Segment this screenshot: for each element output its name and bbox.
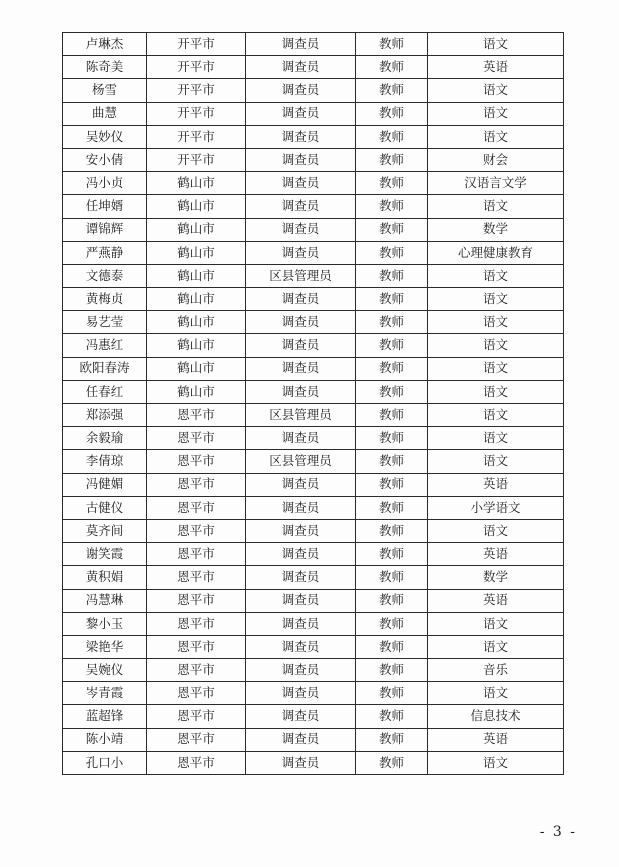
subject-cell: 财会 xyxy=(428,148,564,171)
subject-cell: 心理健康教育 xyxy=(428,241,564,264)
table-row xyxy=(63,264,564,287)
subject-cell: 语文 xyxy=(428,334,564,357)
name-cell: 任春红 xyxy=(63,380,147,403)
table-row xyxy=(63,241,564,264)
city-cell: 恩平市 xyxy=(147,682,246,705)
table-row xyxy=(63,311,564,334)
subject-cell: 语文 xyxy=(428,612,564,635)
role-cell: 调查员 xyxy=(246,473,356,496)
city-cell: 开平市 xyxy=(147,102,246,125)
position-cell: 教师 xyxy=(356,751,428,774)
subject-cell: 语文 xyxy=(428,404,564,427)
role-cell: 调查员 xyxy=(246,102,356,125)
position-cell: 教师 xyxy=(356,450,428,473)
personnel-table-body xyxy=(63,33,564,775)
role-cell: 调查员 xyxy=(246,659,356,682)
role-cell: 区县管理员 xyxy=(246,450,356,473)
position-cell: 教师 xyxy=(356,148,428,171)
position-cell: 教师 xyxy=(356,102,428,125)
role-cell: 调查员 xyxy=(246,380,356,403)
position-cell: 教师 xyxy=(356,56,428,79)
position-cell: 教师 xyxy=(356,311,428,334)
position-cell: 教师 xyxy=(356,79,428,102)
table-row xyxy=(63,705,564,728)
role-cell: 调查员 xyxy=(246,79,356,102)
name-cell: 冯惠红 xyxy=(63,334,147,357)
name-cell: 陈小靖 xyxy=(63,728,147,751)
position-cell: 教师 xyxy=(356,566,428,589)
name-cell: 岑青霞 xyxy=(63,682,147,705)
name-cell: 安小倩 xyxy=(63,148,147,171)
city-cell: 恩平市 xyxy=(147,404,246,427)
table-row xyxy=(63,380,564,403)
city-cell: 恩平市 xyxy=(147,427,246,450)
subject-cell: 语文 xyxy=(428,635,564,658)
role-cell: 区县管理员 xyxy=(246,264,356,287)
table-row xyxy=(63,566,564,589)
name-cell: 黄积娟 xyxy=(63,566,147,589)
table-row xyxy=(63,79,564,102)
role-cell: 调查员 xyxy=(246,33,356,56)
position-cell: 教师 xyxy=(356,218,428,241)
subject-cell: 英语 xyxy=(428,728,564,751)
position-cell: 教师 xyxy=(356,635,428,658)
city-cell: 恩平市 xyxy=(147,566,246,589)
subject-cell: 数学 xyxy=(428,566,564,589)
role-cell: 调查员 xyxy=(246,543,356,566)
table-row xyxy=(63,473,564,496)
subject-cell: 语文 xyxy=(428,102,564,125)
table-row xyxy=(63,682,564,705)
table-row xyxy=(63,357,564,380)
name-cell: 谢笑霞 xyxy=(63,543,147,566)
city-cell: 恩平市 xyxy=(147,496,246,519)
role-cell: 调查员 xyxy=(246,751,356,774)
name-cell: 李倩琼 xyxy=(63,450,147,473)
position-cell: 教师 xyxy=(356,519,428,542)
position-cell: 教师 xyxy=(356,125,428,148)
name-cell: 冯慧琳 xyxy=(63,589,147,612)
subject-cell: 语文 xyxy=(428,195,564,218)
city-cell: 恩平市 xyxy=(147,589,246,612)
subject-cell: 语文 xyxy=(428,311,564,334)
subject-cell: 语文 xyxy=(428,682,564,705)
personnel-table xyxy=(62,32,564,775)
name-cell: 陈奇美 xyxy=(63,56,147,79)
city-cell: 开平市 xyxy=(147,125,246,148)
city-cell: 恩平市 xyxy=(147,543,246,566)
city-cell: 开平市 xyxy=(147,148,246,171)
table-row xyxy=(63,102,564,125)
name-cell: 余毅瑜 xyxy=(63,427,147,450)
role-cell: 调查员 xyxy=(246,172,356,195)
table-row xyxy=(63,33,564,56)
table-row xyxy=(63,288,564,311)
name-cell: 蓝超锋 xyxy=(63,705,147,728)
position-cell: 教师 xyxy=(356,589,428,612)
role-cell: 调查员 xyxy=(246,589,356,612)
city-cell: 鹤山市 xyxy=(147,172,246,195)
position-cell: 教师 xyxy=(356,473,428,496)
role-cell: 区县管理员 xyxy=(246,404,356,427)
page-number: - 3 - xyxy=(539,824,577,840)
table-row xyxy=(63,519,564,542)
name-cell: 冯健媚 xyxy=(63,473,147,496)
table-row xyxy=(63,728,564,751)
role-cell: 调查员 xyxy=(246,125,356,148)
city-cell: 鹤山市 xyxy=(147,334,246,357)
table-row xyxy=(63,659,564,682)
subject-cell: 语文 xyxy=(428,79,564,102)
city-cell: 鹤山市 xyxy=(147,288,246,311)
name-cell: 严燕静 xyxy=(63,241,147,264)
name-cell: 杨雪 xyxy=(63,79,147,102)
role-cell: 调查员 xyxy=(246,427,356,450)
table-row xyxy=(63,218,564,241)
table-row xyxy=(63,334,564,357)
position-cell: 教师 xyxy=(356,496,428,519)
table-row xyxy=(63,496,564,519)
subject-cell: 英语 xyxy=(428,473,564,496)
name-cell: 吴婉仪 xyxy=(63,659,147,682)
table-row xyxy=(63,404,564,427)
city-cell: 恩平市 xyxy=(147,705,246,728)
city-cell: 恩平市 xyxy=(147,751,246,774)
city-cell: 恩平市 xyxy=(147,519,246,542)
name-cell: 黄梅贞 xyxy=(63,288,147,311)
role-cell: 调查员 xyxy=(246,195,356,218)
subject-cell: 语文 xyxy=(428,357,564,380)
subject-cell: 语文 xyxy=(428,427,564,450)
subject-cell: 小学语文 xyxy=(428,496,564,519)
city-cell: 恩平市 xyxy=(147,612,246,635)
position-cell: 教师 xyxy=(356,195,428,218)
role-cell: 调查员 xyxy=(246,566,356,589)
city-cell: 鹤山市 xyxy=(147,195,246,218)
position-cell: 教师 xyxy=(356,682,428,705)
position-cell: 教师 xyxy=(356,357,428,380)
city-cell: 恩平市 xyxy=(147,450,246,473)
subject-cell: 英语 xyxy=(428,543,564,566)
position-cell: 教师 xyxy=(356,288,428,311)
subject-cell: 汉语言文学 xyxy=(428,172,564,195)
city-cell: 恩平市 xyxy=(147,635,246,658)
role-cell: 调查员 xyxy=(246,334,356,357)
position-cell: 教师 xyxy=(356,172,428,195)
role-cell: 调查员 xyxy=(246,288,356,311)
name-cell: 吴妙仪 xyxy=(63,125,147,148)
subject-cell: 语文 xyxy=(428,519,564,542)
role-cell: 调查员 xyxy=(246,496,356,519)
role-cell: 调查员 xyxy=(246,241,356,264)
subject-cell: 语文 xyxy=(428,33,564,56)
position-cell: 教师 xyxy=(356,334,428,357)
role-cell: 调查员 xyxy=(246,56,356,79)
table-row xyxy=(63,450,564,473)
subject-cell: 语文 xyxy=(428,264,564,287)
name-cell: 欧阳春涛 xyxy=(63,357,147,380)
role-cell: 调查员 xyxy=(246,635,356,658)
role-cell: 调查员 xyxy=(246,148,356,171)
subject-cell: 英语 xyxy=(428,589,564,612)
table-row xyxy=(63,195,564,218)
subject-cell: 语文 xyxy=(428,288,564,311)
table-row xyxy=(63,148,564,171)
city-cell: 开平市 xyxy=(147,79,246,102)
name-cell: 易艺莹 xyxy=(63,311,147,334)
subject-cell: 英语 xyxy=(428,56,564,79)
position-cell: 教师 xyxy=(356,264,428,287)
subject-cell: 信息技术 xyxy=(428,705,564,728)
name-cell: 郑添强 xyxy=(63,404,147,427)
table-row xyxy=(63,751,564,774)
position-cell: 教师 xyxy=(356,659,428,682)
role-cell: 调查员 xyxy=(246,612,356,635)
city-cell: 鹤山市 xyxy=(147,357,246,380)
position-cell: 教师 xyxy=(356,404,428,427)
table-row xyxy=(63,427,564,450)
table-row xyxy=(63,635,564,658)
table-row xyxy=(63,543,564,566)
city-cell: 鹤山市 xyxy=(147,241,246,264)
position-cell: 教师 xyxy=(356,728,428,751)
table-row xyxy=(63,612,564,635)
subject-cell: 语文 xyxy=(428,380,564,403)
position-cell: 教师 xyxy=(356,33,428,56)
position-cell: 教师 xyxy=(356,241,428,264)
name-cell: 冯小贞 xyxy=(63,172,147,195)
position-cell: 教师 xyxy=(356,427,428,450)
name-cell: 梁艳华 xyxy=(63,635,147,658)
role-cell: 调查员 xyxy=(246,519,356,542)
subject-cell: 语文 xyxy=(428,450,564,473)
position-cell: 教师 xyxy=(356,380,428,403)
name-cell: 曲慧 xyxy=(63,102,147,125)
city-cell: 鹤山市 xyxy=(147,311,246,334)
city-cell: 恩平市 xyxy=(147,728,246,751)
role-cell: 调查员 xyxy=(246,705,356,728)
role-cell: 调查员 xyxy=(246,682,356,705)
table-row xyxy=(63,56,564,79)
name-cell: 文德泰 xyxy=(63,264,147,287)
name-cell: 任坤婿 xyxy=(63,195,147,218)
role-cell: 调查员 xyxy=(246,728,356,751)
role-cell: 调查员 xyxy=(246,218,356,241)
name-cell: 卢琳杰 xyxy=(63,33,147,56)
table-row xyxy=(63,589,564,612)
subject-cell: 音乐 xyxy=(428,659,564,682)
city-cell: 开平市 xyxy=(147,56,246,79)
city-cell: 开平市 xyxy=(147,33,246,56)
role-cell: 调查员 xyxy=(246,357,356,380)
city-cell: 鹤山市 xyxy=(147,264,246,287)
role-cell: 调查员 xyxy=(246,311,356,334)
city-cell: 鹤山市 xyxy=(147,218,246,241)
subject-cell: 语文 xyxy=(428,751,564,774)
city-cell: 恩平市 xyxy=(147,659,246,682)
name-cell: 古健仪 xyxy=(63,496,147,519)
name-cell: 孔口小 xyxy=(63,751,147,774)
name-cell: 谭锦辉 xyxy=(63,218,147,241)
subject-cell: 语文 xyxy=(428,125,564,148)
position-cell: 教师 xyxy=(356,543,428,566)
position-cell: 教师 xyxy=(356,705,428,728)
position-cell: 教师 xyxy=(356,612,428,635)
city-cell: 恩平市 xyxy=(147,473,246,496)
table-row xyxy=(63,125,564,148)
subject-cell: 数学 xyxy=(428,218,564,241)
name-cell: 黎小玉 xyxy=(63,612,147,635)
table-row xyxy=(63,172,564,195)
city-cell: 鹤山市 xyxy=(147,380,246,403)
name-cell: 莫齐间 xyxy=(63,519,147,542)
